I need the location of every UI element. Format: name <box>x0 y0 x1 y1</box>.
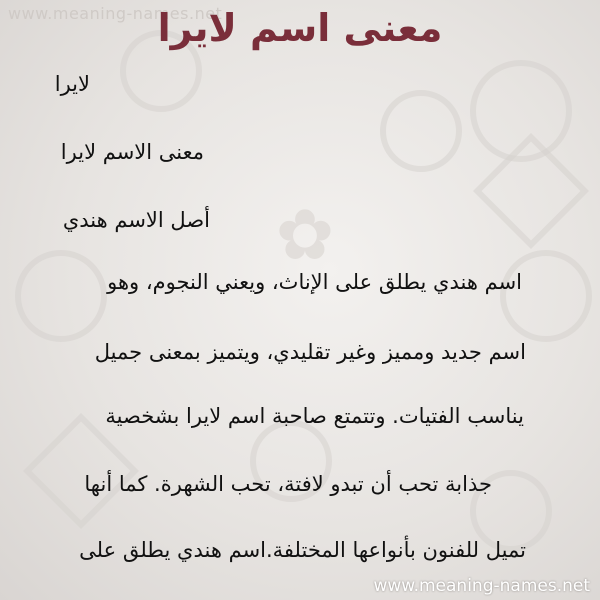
decorative-sign-shape <box>23 413 139 529</box>
watermark-top: www.meaning-names.net <box>8 4 223 23</box>
decorative-sign-shape <box>500 250 592 342</box>
page-title: معنى اسم لايرا <box>157 6 443 50</box>
text-line: أصل الاسم هندي <box>62 208 210 232</box>
decorative-sign-shape <box>380 90 462 172</box>
text-line: يناسب الفتيات. وتتمتع صاحبة اسم لايرا بشخصية <box>105 404 524 428</box>
decorative-sign-shape <box>15 250 107 342</box>
text-line: معنى الاسم لايرا <box>60 140 204 164</box>
text-line: لايرا <box>54 72 90 96</box>
text-line: اسم جديد ومميز وغير تقليدي، ويتميز بمعنى جميل <box>94 340 526 364</box>
text-line: تميل للفنون بأنواعها المختلفة.اسم هندي يطلق على <box>79 538 526 562</box>
watermark-bottom: www.meaning-names.net <box>373 576 590 596</box>
text-line: اسم هندي يطلق على الإناث، ويعني النجوم، وهو <box>107 270 522 294</box>
text-line: جذابة تحب أن تبدو لافتة، تحب الشهرة. كما أنها <box>84 472 492 496</box>
background-logo: ✿ <box>275 194 335 276</box>
